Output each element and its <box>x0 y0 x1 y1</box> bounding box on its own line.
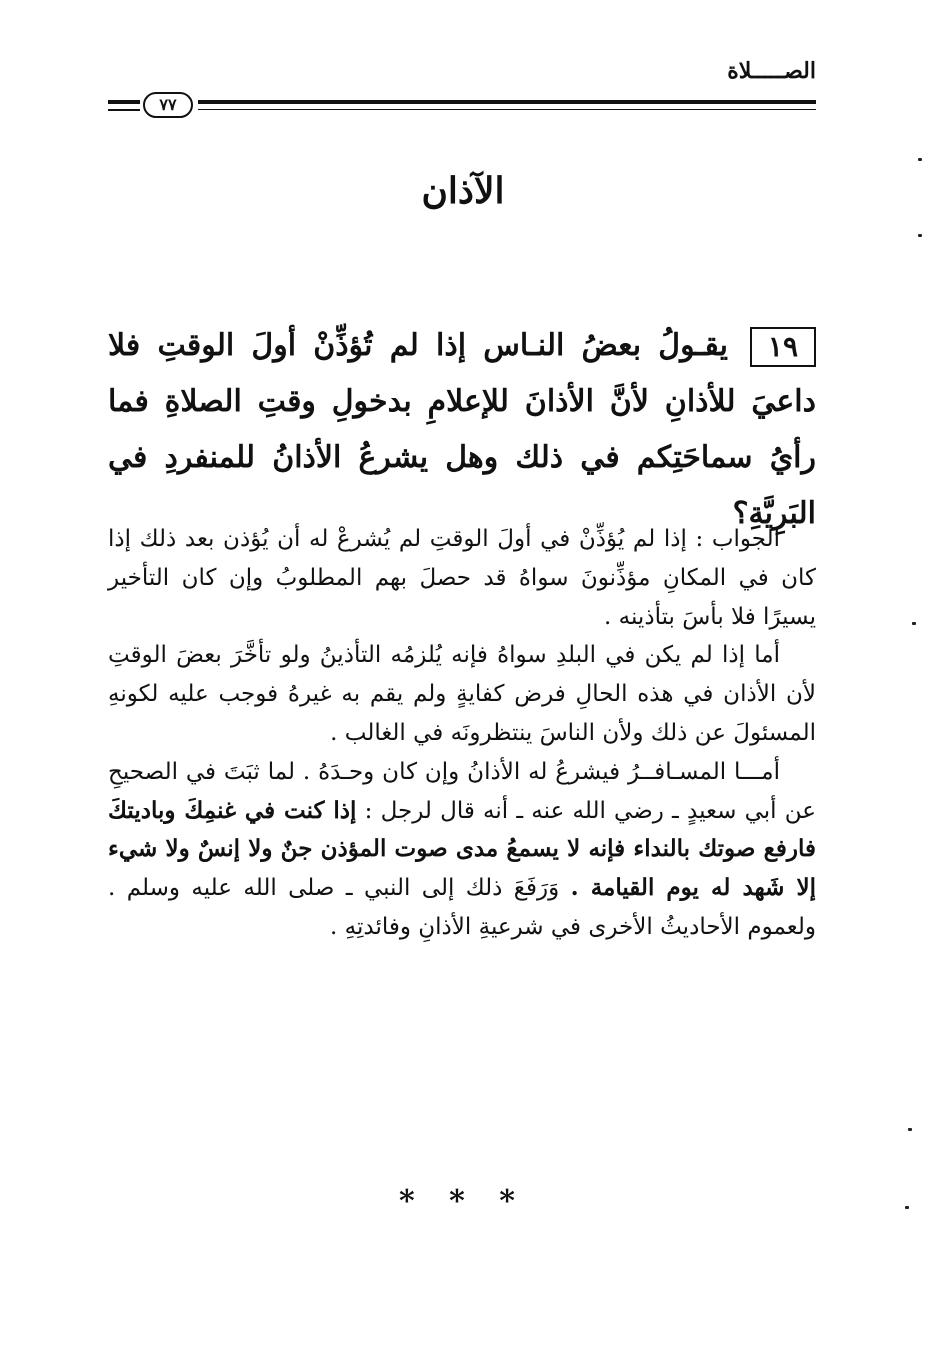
scan-speck <box>918 234 922 237</box>
scan-speck <box>912 622 916 625</box>
page-number: ٧٧ <box>143 92 193 118</box>
question-block <box>108 318 816 542</box>
header-rule-left <box>108 100 140 104</box>
scan-speck <box>918 158 922 161</box>
running-title: الصـــــلاة <box>727 58 816 84</box>
answer-paragraph: الجواب : إذا لم يُؤذِّنْ في أولَ الوقتِ لم يُشرعْ له أن يُؤذن بعد ذلك إذا كان في المكانِ مؤذِّنونَ سواهُ قد حصلَ بهم المطلوبُ وإن كان التأخير يسيرًا فلا بأسَ بتأذينه . <box>108 526 816 630</box>
section-separator: * * * <box>399 1184 527 1219</box>
scan-speck <box>905 1206 909 1209</box>
hadith-quote: إذا كنت في غنمِكَ وباديتكَ فارفع صوتك بالنداء فإنه لا يسمعُ مدى صوت المؤذن جنٌ ولا إنسٌ ولا شيء إلا شَهد له يوم القيامة . <box>108 796 816 902</box>
scan-speck <box>908 1128 912 1131</box>
answer-text: أمـــا المسـافــرُ فيشرعُ له الأذانُ وإن كان وحـدَهُ . لما ثبَتَ في الصحيحِ عن أبي سعيدٍ ـ رضي الله عنه ـ أنه قال لرجل : <box>108 758 816 824</box>
header-rule-thin <box>198 109 816 110</box>
answer-text: وَرَفَعَ ذلك إلى النبي ـ صلى الله عليه وسلم . ولعموم الأحاديثُ الأخرى في شرعيةِ الأذانِ وفائدتِهِ . <box>108 875 816 940</box>
question-number: ١٩ <box>750 327 816 367</box>
answer-paragraph <box>108 753 816 947</box>
answer-paragraph: أما إذا لم يكن في البلدِ سواهُ فإنه يُلزمُه التأذينُ ولو تأخَّرَ بعضَ الوقتِ لأن الأذان في هذه الحالِ فرض كفايةٍ ولم يقم به غيرهُ فوجب عليه لكونهِ المسئولَ عن ذلك ولأن الناسَ ينتظرونَه في الغالب . <box>108 642 816 746</box>
header-rule-left-thin <box>108 109 140 111</box>
header-rule <box>198 100 816 104</box>
chapter-title: الآذان <box>421 170 505 212</box>
question-text: يقـولُ بعضُ النـاس إذا لم تُؤذِّنْ أولَ الوقتِ فلا داعيَ للأذانِ لأنَّ الأذانَ للإعلامِ بدخولِ وقتِ الصلاةِ فما رأيُ سماحَتِكم في ذلك وهل يشرعُ الأذانُ للمنفردِ في البَرِيَّةِ؟ <box>108 328 816 531</box>
answer-block <box>108 520 816 947</box>
